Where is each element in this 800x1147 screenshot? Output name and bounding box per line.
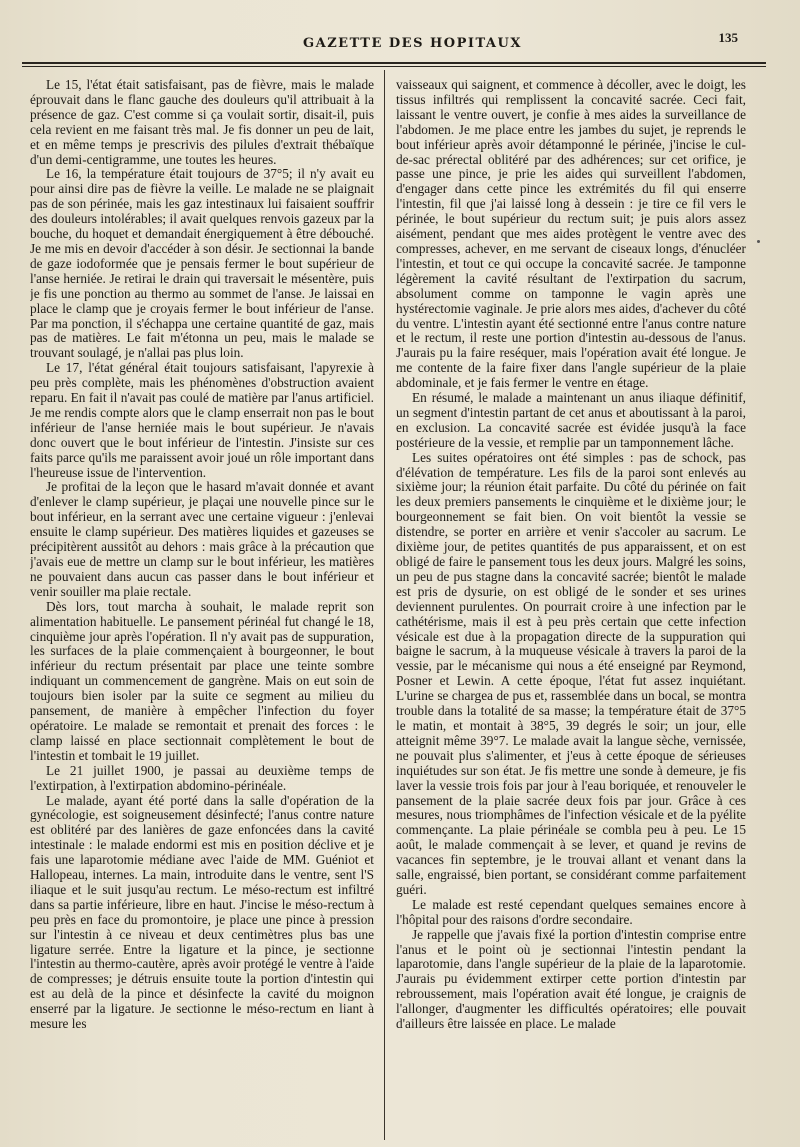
paragraph: En résumé, le malade a maintenant un anus iliaque définitif, un segment d'intestin partant de cet anus et aboutissant à la paroi, en exclusion. La concavité sacrée est évidée jusqu'à la face postérieure de la vessie, et remplie par un tamponnement lâche. [396, 390, 746, 450]
right-column [396, 78, 746, 1140]
left-column [30, 78, 374, 1140]
header-rule-thin [22, 66, 766, 67]
paragraph: Le 17, l'état général était toujours satisfaisant, l'apyrexie à peu près complète, mais les phénomènes d'obstruction avaient reparu. En fait il n'avait pas coulé de matière par l'anus artificiel. Je me rendis compte alors que le clamp enserrait non pas le bout inférieur de l'anse herniée mais le bout supérieur. Je n'avais donc ouvert que le bout inférieur de l'intestin. J'insiste sur ces faits parce qu'ils me paraissent avoir joué un rôle important dans l'heureuse issue de l'intervention. [30, 360, 374, 480]
page-number: 135 [718, 30, 738, 45]
journal-title: GAZETTE DES HOPITAUX [303, 36, 522, 51]
paragraph: Je profitai de la leçon que le hasard m'avait donnée et avant d'enlever le clamp supérieur, je plaçai une nouvelle pince sur le bout inférieur, en la serrant avec une certaine vigueur : j'enlevai ensuite le clamp supérieur. Des matières liquides et gazeuses se précipitèrent aussitôt au dehors : mais grâce à la précaution que j'avais eue de mettre un clamp sur le bout inférieur, les matières ne pouvaient dans aucun cas passer dans le bout inférieur et venir souiller ma plaie rectale. [30, 479, 374, 599]
paragraph: Le 16, la température était toujours de 37°5; il n'y avait eu pour ainsi dire pas de fièvre la veille. Le malade ne se plaignait pas de son périnée, mais les gaz intestinaux lui faisaient souffrir des douleurs intolérables; il avait quelques renvois gazeux par la bouche, du hoquet et demandait énergiquement à être débouché. Je me mis en devoir d'accéder à son désir. Je sectionnai la bande de gaze iodoformée que je pensais fermer le bout supérieur de l'anse herniée. Je retirai le drain qui traversait le mésentère, puis je fis une ponction au thermo au sommet de l'anse. Je laissai en place le clamp que je croyais fermer le bout inférieur de l'anse. Par ma ponction, il s'échappa une certaine quantité de gaz, mais pas de matières. Le fait m'étonna un peu, mais le malade se trouvant soulagé, je n'allai pas plus loin. [30, 166, 374, 361]
paragraph: vaisseaux qui saignent, et commence à décoller, avec le doigt, les tissus infiltrés qui remplissent la concavité sacrée. Ceci fait, laissant le ventre ouvert, je confie à mes aides la surveillance de l'abdomen. Je me place entre les jambes du sujet, je reprends le bout inférieur après avoir détamponné le périnée, j'incise le cul-de-sac prérectal oblitéré par des adhérences; sur cet orifice, je passe une pince, je prie les aides qui surveillent l'abdomen, d'engager dans cette pince les extrémités du fil qui enserre l'intestin, fil que j'ai laissé long à dessein : je tire ce fil vers le périnée, le bout supérieur du rectum suit; je puis alors assez aisément, pendant que mes aides protègent le ventre avec des compresses, achever, en me servant de ciseaux longs, d'énucléer l'intestin, et tout ce qui occupe la concavité sacrée. Je tamponne légèrement la cavité résultant de l'extirpation du sacrum, absolument comme on tamponne le vagin après une hystérectomie vaginale. Je prie alors mes aides, d'achever du côté du ventre. L'intestin ayant été sectionné entre l'anus contre nature et le rectum, il reste une portion d'intestin au-dessous de l'anus. J'aurais pu la faire reséquer, mais l'opération avait été longue. Je me contente de la faire fixer dans l'angle supérieur de la plaie abdominale, et je fais fermer le ventre en étage. [396, 78, 746, 391]
paragraph: Le 21 juillet 1900, je passai au deuxième temps de l'extirpation, à l'extirpation abdomino-périnéale. [30, 762, 374, 793]
paragraph: Je rappelle que j'avais fixé la portion d'intestin comprise entre l'anus et le point où je sectionnai l'intestin pendant la laparotomie, dans l'angle supérieur de la plaie de la laparotomie. J'aurais pu évidemment extirper cette portion d'intestin par rebroussement, mais l'opération avait été longue, je craignis de l'allonger, d'augmenter les difficultés opératoires; elle pouvait d'ailleurs être laissée en place. Le malade [396, 926, 746, 1032]
paragraph: Le 15, l'état était satisfaisant, pas de fièvre, mais le malade éprouvait dans le flanc gauche des douleurs qu'il attribuait à la présence de gaz. C'est comme si ça voulait sortir, disait-il, puis cela revient en me faisant très mal. Je fis donner un peu de lait, et en même temps je prescrivis des pilules d'extrait thébaïque d'un demi-centigramme, une toutes les heures. [30, 78, 374, 167]
page-speck [757, 240, 760, 243]
paragraph: Dès lors, tout marcha à souhait, le malade reprit son alimentation habituelle. Le pansement périnéal fut changé le 18, cinquième jour après l'opération. Il n'y avait pas de suppuration, les surfaces de la plaie commençaient à bourgeonner, le bout inférieur du rectum présentait par place une teinte sombre indiquant un commencement de gangrène. Mais on eut soin de toujours bien isoler par la suite ce segment au milieu du pansement, de manière à empêcher l'infection du foyer opératoire. Le malade se remontait et prenait des forces : le clamp laissé en place sectionnait complètement le bout de l'intestin et tombait le 19 juillet. [30, 598, 374, 763]
paragraph: Le malade, ayant été porté dans la salle d'opération de la gynécologie, est soigneusement désinfecté; l'anus contre nature est oblitéré par des lanières de gaze enfoncées dans la cavité intestinale : le malade endormi est mis en position déclive et je fais une laparotomie médiane avec l'aide de MM. Guéniot et Hallopeau, internes. La main, introduite dans le ventre, sent l'S iliaque et le suit jusqu'au rectum. Le méso-rectum est infiltré dans sa partie inférieure, libre en haut. J'incise le méso-rectum à peu près en face du promontoire, je place une pince à pression sur l'intestin à ce niveau et deux centimètres plus bas une ligature serrée. Entre la ligature et la pince, je sectionne l'intestin au thermo-cautère, après avoir protégé le ventre à l'aide de compresses; je détruis ensuite toute la portion d'intestin qui est au delà de la pince et désinfecte la cavité du moignon enserré par la ligature. Je sectionne le méso-rectum en liant à mesure les [30, 792, 374, 1032]
column-divider [384, 70, 385, 1140]
paragraph: Les suites opératoires ont été simples : pas de schock, pas d'élévation de température. Les fils de la paroi sont enlevés au sixième jour; la réunion était parfaite. Du côté du périnée on fait les deux premiers pansements le cinquième et le dixième jour; le bourgeonnement se fait bien. On voit bientôt la vessie se distendre, se porter en arrière et venir s'accoler au sacrum. Le dixième jour, de petites quantités de pus apparaissent, et on est obligé de faire le pansement tous les deux jours. Malgré les soins, un peu de pus stagne dans la concavité sacrée; bientôt le malade est pris de dysurie, on est obligé de le sonder et ses urines deviennent purulentes. On pourrait croire à une infection par le cathétérisme, mais il est à peu près certain que cette infection vésicale est due à la propagation directe de la suppuration qui baigne le sacrum, à la muqueuse vésicale à travers la paroi de la vessie, par le mécanisme qui nous a été enseigné par Reymond, Posner et Lewin. A cette époque, l'état fut assez inquiétant. L'urine se chargea de pus et, rassemblée dans un bocal, se montra trouble dans la totalité de sa masse; la température était de 37°5 le matin, et montait à 38°5, 39 degrés le soir; un jour, elle atteignit même 39°7. Le malade avait la langue sèche, vernissée, ne pouvait plus s'alimenter, et j'eus à cette époque de sérieuses inquiétudes sur son état. Je fis mettre une sonde à demeure, je fis laver la vessie trois fois par jour à l'eau boriquée, et renouveler le pansement de la plaie sacrée deux fois par jour. Grâce à ces mesures, nous triomphâmes de l'infection vésicale et de la pyélite commençante. La plaie périnéale se combla peu à peu. Le 15 août, le malade commençait à se lever, et quand je revins de vacances fin septembre, je le trouvai allant et venant dans la salle, engraissé, bien portant, se considérant comme parfaitement guéri. [396, 449, 746, 897]
header-rule [22, 62, 766, 64]
paragraph: Le malade est resté cependant quelques semaines encore à l'hôpital pour des raisons d'ordre secondaire. [396, 896, 746, 927]
page-header [18, 30, 782, 58]
